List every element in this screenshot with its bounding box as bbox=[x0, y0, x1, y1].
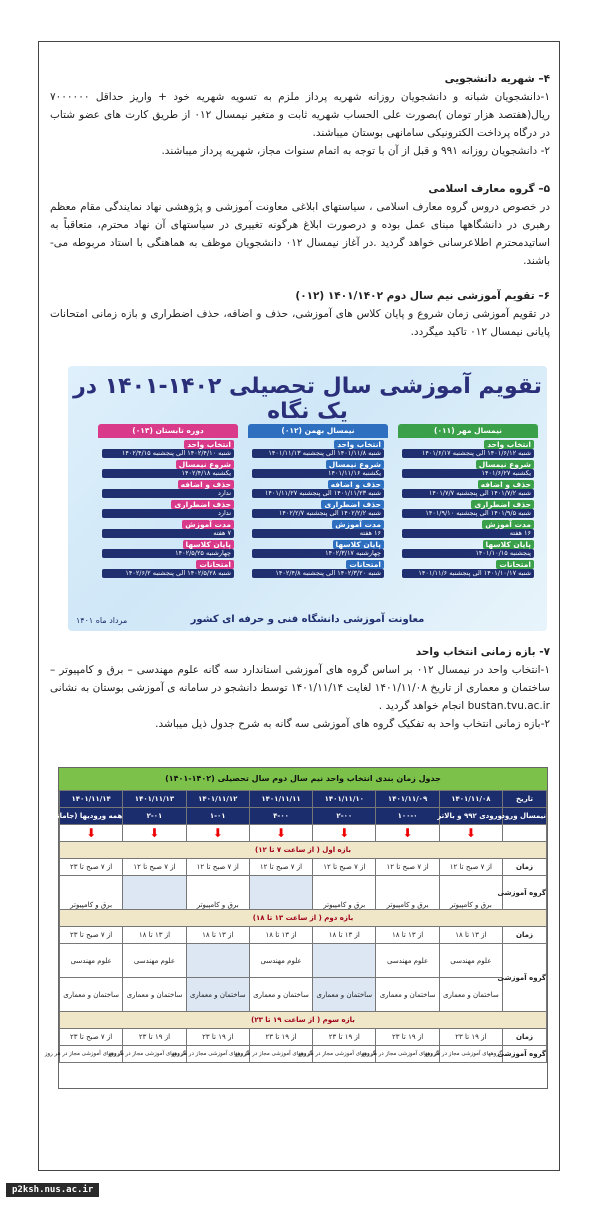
poster-item-value: ۱۶ هفته bbox=[252, 529, 384, 538]
poster-item-label: شروع نیمسال bbox=[476, 460, 534, 469]
poster-item-value: شنبه ۱۴۰۱/۱۱/۸ الی پنجشنبه ۱۴۰۱/۱۱/۱۳ bbox=[252, 449, 384, 458]
poster-item bbox=[252, 560, 384, 578]
entry-row bbox=[60, 808, 547, 825]
time-cell: از ۱۳ تا ۱۸ bbox=[376, 927, 439, 944]
group-cell: ساختمان و معماری bbox=[376, 978, 439, 1012]
poster-item-label: حذف و اضافه bbox=[178, 480, 234, 489]
time-cell: از ۱۹ تا ۲۳ bbox=[439, 1029, 502, 1046]
poster-item bbox=[402, 500, 534, 518]
down-arrow-icon: ⬇ bbox=[376, 825, 439, 842]
time-cell: از ۷ صبح تا ۱۲ bbox=[439, 859, 502, 876]
group-cell: علوم مهندسی bbox=[60, 944, 123, 978]
group-cell: علوم مهندسی bbox=[376, 944, 439, 978]
entry-cell: ۴-۰۰ bbox=[249, 808, 312, 825]
time-cell: از ۱۳ تا ۱۸ bbox=[313, 927, 376, 944]
poster-column bbox=[398, 424, 538, 604]
poster-item-value: ۷ هفته bbox=[102, 529, 234, 538]
poster-item-label: حذف و اضافه bbox=[328, 480, 384, 489]
time-cell: از ۱۳ تا ۱۸ bbox=[439, 927, 502, 944]
group-cell: برق و کامپیوتر bbox=[376, 876, 439, 910]
poster-item-label: پایان کلاسها bbox=[483, 540, 534, 549]
entry-cell: ۲-۰۰ bbox=[313, 808, 376, 825]
schedule-grid bbox=[44, 790, 547, 1063]
time-cell: از ۷ صبح تا ۲۳ bbox=[60, 927, 123, 944]
poster-item-label: امتحانات bbox=[196, 560, 234, 569]
group-cell: علوم مهندسی bbox=[439, 944, 502, 978]
group-cell: ساختمان و معماری bbox=[313, 978, 376, 1012]
section-7-para-1: ۱-انتخاب واحد در نیمسال ۰۱۲ بر اساس گروه های آموزشی استاندارد سه گانه علوم مهندسی – برق و کامپیوتر – ساختمان و معماری از تاریخ ۱۴۰۱/۱۱/۰۸ لغایت ۱۴۰۱/۱۱/۱۴ توسط دانشجو در سامانه ی آموزشی بوستان به نشانی bustan.tvu.ac.ir انجام خواهد گردید . bbox=[50, 664, 550, 712]
date-row bbox=[60, 791, 547, 808]
group-cell bbox=[123, 876, 186, 910]
poster-item bbox=[402, 440, 534, 458]
band-row bbox=[60, 1012, 547, 1029]
date-cell: ۱۴۰۱/۱۱/۱۱ bbox=[249, 791, 312, 808]
group-cell: علوم مهندسی bbox=[123, 944, 186, 978]
band-row bbox=[60, 910, 547, 927]
poster-item-value: چهارشنبه ۱۴۰۲/۳/۱۷ bbox=[252, 549, 384, 558]
poster-item-value: ۱۶ هفته bbox=[402, 529, 534, 538]
group-cell: گروههای آموزشی مجاز در هر روز bbox=[186, 1046, 249, 1063]
poster-item bbox=[252, 520, 384, 538]
time-cell: از ۱۹ تا ۲۳ bbox=[376, 1029, 439, 1046]
calendar-poster bbox=[68, 366, 547, 631]
group-label: گروه آموزشی bbox=[503, 876, 547, 910]
time-cell: از ۷ صبح تا ۱۲ bbox=[123, 859, 186, 876]
poster-item-label: شروع نیمسال bbox=[326, 460, 384, 469]
down-arrow-icon: ⬇ bbox=[123, 825, 186, 842]
poster-title: تقویم آموزشی سال تحصیلی ۱۴۰۲-۱۴۰۱ در یک نگاه bbox=[73, 374, 542, 424]
group-cell: برق و کامپیوتر bbox=[186, 876, 249, 910]
time-cell: از ۷ صبح تا ۲۳ bbox=[60, 1029, 123, 1046]
time-cell: از ۷ صبح تا ۲۳ bbox=[60, 859, 123, 876]
poster-item-label: مدت آموزش bbox=[332, 520, 384, 529]
poster-item-value: شنبه ۱۴۰۲/۲/۲ الی پنجشنبه ۱۴۰۲/۲/۷ bbox=[252, 509, 384, 518]
group-row bbox=[60, 944, 547, 978]
poster-item bbox=[252, 440, 384, 458]
time-cell: از ۱۹ تا ۲۳ bbox=[313, 1029, 376, 1046]
group-cell: برق و کامپیوتر bbox=[60, 876, 123, 910]
poster-item-value: شنبه ۱۴۰۲/۳/۲۰ الی پنجشنبه ۱۴۰۲/۴/۸ bbox=[252, 569, 384, 578]
date-label: تاریخ bbox=[503, 791, 547, 808]
time-cell: از ۱۹ تا ۲۳ bbox=[123, 1029, 186, 1046]
table-caption: جدول زمان بندی انتخاب واحد نیم سال دوم سال تحصیلی (۱۴۰۲-۱۴۰۱) bbox=[59, 768, 547, 790]
group-cell: ساختمان و معماری bbox=[186, 978, 249, 1012]
time-cell: از ۱۹ تا ۲۳ bbox=[186, 1029, 249, 1046]
poster-column-head: نیمسال مهر (۰۱۱) bbox=[398, 424, 538, 438]
time-label: زمان bbox=[503, 927, 547, 944]
group-row bbox=[60, 978, 547, 1012]
poster-item bbox=[102, 520, 234, 538]
arrow-spacer bbox=[503, 825, 547, 842]
poster-item-value: شنبه ۱۴۰۱/۷/۲ الی پنجشنبه ۱۴۰۱/۷/۷ bbox=[402, 489, 534, 498]
poster-item bbox=[102, 460, 234, 478]
poster-item-value: شنبه ۱۴۰۱/۶/۱۲ الی پنجشنبه ۱۴۰۱/۶/۱۷ bbox=[402, 449, 534, 458]
time-label: زمان bbox=[503, 859, 547, 876]
poster-item-value: شنبه ۱۴۰۱/۹/۵ الی پنجشنبه ۱۴۰۱/۹/۱۰ bbox=[402, 509, 534, 518]
time-cell: از ۱۳ تا ۱۸ bbox=[123, 927, 186, 944]
poster-item-value: پنجشنبه ۱۴۰۱/۱۰/۱۵ bbox=[402, 549, 534, 558]
arrow-row bbox=[60, 825, 547, 842]
poster-item-label: انتخاب واحد bbox=[334, 440, 384, 449]
poster-item bbox=[102, 560, 234, 578]
poster-item-value: شنبه ۱۴۰۱/۱۰/۱۷ الی پنجشنبه ۱۴۰۱/۱۱/۶ bbox=[402, 569, 534, 578]
group-cell: ساختمان و معماری bbox=[439, 978, 502, 1012]
group-cell: ساختمان و معماری bbox=[60, 978, 123, 1012]
poster-item-label: شروع نیمسال bbox=[176, 460, 234, 469]
date-cell: ۱۴۰۱/۱۱/۱۲ bbox=[186, 791, 249, 808]
poster-item bbox=[402, 460, 534, 478]
entry-cell: همه ورودیها (جامانده) bbox=[60, 808, 123, 825]
poster-column-head: نیمسال بهمن (۰۱۲) bbox=[248, 424, 388, 438]
poster-item bbox=[402, 480, 534, 498]
section-6-heading: ۶– تقویم آموزشی نیم سال دوم ۱۴۰۱/۱۴۰۲ (۰۱۲) bbox=[295, 290, 550, 302]
entry-label: نیمسال ورود bbox=[503, 808, 547, 825]
poster-item-label: انتخاب واحد bbox=[184, 440, 234, 449]
time-cell: از ۱۳ تا ۱۸ bbox=[186, 927, 249, 944]
group-cell: گروههای آموزشی مجاز در هر روز bbox=[313, 1046, 376, 1063]
section-5-para-1: در خصوص دروس گروه معارف اسلامی ، سیاستهای ابلاغی معاونت آموزشی و پژوهشی نهاد نمایندگی مقام معظم رهبری در دانشگاهها مبنای عمل بوده و درصورت ابلاغ هرگونه تغییری در سیاستهای آن نهاد محترم، متعاقباً به اساتیدمحترم اطلاعرسانی خواهد گردید .در آغاز نیمسال ۰۱۲ دانشجویان موظف به هماهنگی با استاد مربوطه می- باشند. bbox=[50, 201, 550, 267]
poster-item-value: یکشنبه ۱۴۰۱/۱۱/۱۶ bbox=[252, 469, 384, 478]
group-cell bbox=[249, 876, 312, 910]
poster-item bbox=[102, 480, 234, 498]
down-arrow-icon: ⬇ bbox=[249, 825, 312, 842]
section-7-heading: ۷- بازه زمانی انتخاب واحد bbox=[415, 646, 550, 658]
poster-item bbox=[402, 540, 534, 558]
group-cell: ساختمان و معماری bbox=[249, 978, 312, 1012]
time-cell: از ۱۳ تا ۱۸ bbox=[249, 927, 312, 944]
date-cell: ۱۴۰۱/۱۱/۱۰ bbox=[313, 791, 376, 808]
section-4-heading: ۴– شهریه دانشجویی bbox=[444, 73, 550, 85]
group-label: گروه آموزشی bbox=[503, 1046, 547, 1063]
poster-item bbox=[102, 540, 234, 558]
poster-column bbox=[248, 424, 388, 604]
time-cell: از ۷ صبح تا ۱۲ bbox=[249, 859, 312, 876]
group-cell bbox=[186, 944, 249, 978]
group-cell: ساختمان و معماری bbox=[123, 978, 186, 1012]
time-cell: از ۷ صبح تا ۱۲ bbox=[186, 859, 249, 876]
poster-item-label: امتحانات bbox=[346, 560, 384, 569]
group-cell: گروههای آموزشی مجاز در هر روز bbox=[123, 1046, 186, 1063]
poster-item bbox=[252, 500, 384, 518]
poster-item bbox=[102, 440, 234, 458]
section-5-heading: ۵– گروه معارف اسلامی bbox=[428, 183, 550, 195]
poster-footer: معاونت آموزشی دانشگاه فنی و حرفه ای کشور bbox=[190, 614, 425, 625]
section-unit-selection bbox=[50, 643, 550, 733]
group-cell: گروههای آموزشی مجاز در هر روز bbox=[376, 1046, 439, 1063]
date-cell: ۱۴۰۱/۱۱/۱۳ bbox=[123, 791, 186, 808]
group-cell: برق و کامپیوتر bbox=[439, 876, 502, 910]
poster-item bbox=[402, 560, 534, 578]
poster-item-label: حذف اضطراری bbox=[171, 500, 234, 509]
poster-item bbox=[252, 480, 384, 498]
poster-item bbox=[252, 460, 384, 478]
band-row bbox=[60, 842, 547, 859]
poster-item-label: مدت آموزش bbox=[182, 520, 234, 529]
poster-column-head: دوره تابستان (۰۱۳) bbox=[98, 424, 238, 438]
site-url-badge: p2ksh.nus.ac.ir bbox=[6, 1183, 99, 1197]
down-arrow-icon: ⬇ bbox=[186, 825, 249, 842]
section-calendar bbox=[50, 287, 550, 341]
poster-column bbox=[98, 424, 238, 604]
poster-item-label: پایان کلاسها bbox=[183, 540, 234, 549]
section-islamic bbox=[50, 180, 550, 270]
section-tuition bbox=[50, 70, 550, 160]
poster-item-label: حذف اضطراری bbox=[471, 500, 534, 509]
time-label: زمان bbox=[503, 1029, 547, 1046]
poster-item bbox=[402, 520, 534, 538]
group-label: گروه آموزشی bbox=[503, 944, 547, 1012]
group-cell bbox=[313, 944, 376, 978]
entry-cell: ورودی ۹۹۲ و بالاتر bbox=[439, 808, 502, 825]
section-4-para-1: ۱-دانشجویان شبانه و دانشجویان روزانه شهریه پرداز ملزم به تسویه شهریه خود + واریز حداقل ۷۰۰۰۰۰۰ ریال(هفتصد هزار تومان )بصورت علی الحساب شهریه ثابت و متغیر نیمسال ۰۱۲ از طریق کارت های عضو شتاب در درگاه پرداخت الکترونیکی سامانهی بوستان میباشند. bbox=[50, 91, 550, 139]
poster-item-value: ندارد bbox=[102, 509, 234, 518]
poster-date: مرداد ماه ۱۴۰۱ bbox=[76, 616, 128, 625]
poster-item-label: پایان کلاسها bbox=[333, 540, 384, 549]
entry-cell: ۱-۰۱ bbox=[186, 808, 249, 825]
down-arrow-icon: ⬇ bbox=[439, 825, 502, 842]
band-3-label: بازه سوم ( از ساعت ۱۹ تا ۲۳) bbox=[60, 1012, 547, 1029]
poster-item-value: شنبه ۱۴۰۱/۱۱/۲۳ الی پنجشنبه ۱۴۰۱/۱۱/۲۷ bbox=[252, 489, 384, 498]
time-cell: از ۱۹ تا ۲۳ bbox=[249, 1029, 312, 1046]
down-arrow-icon: ⬇ bbox=[313, 825, 376, 842]
time-row bbox=[60, 1029, 547, 1046]
schedule-table bbox=[44, 767, 548, 1089]
group-cell: گروههای آموزشی مجاز در هر روز bbox=[439, 1046, 502, 1063]
group-cell: علوم مهندسی bbox=[249, 944, 312, 978]
group-cell: گروههای آموزشی مجاز در هر روز bbox=[249, 1046, 312, 1063]
date-cell: ۱۴۰۱/۱۱/۰۹ bbox=[376, 791, 439, 808]
entry-cell: ۱۰۰-۰ bbox=[376, 808, 439, 825]
poster-item-label: حذف اضطراری bbox=[321, 500, 384, 509]
band-2-label: بازه دوم ( از ساعت ۱۳ تا ۱۸) bbox=[60, 910, 547, 927]
group-cell: گروههای آموزشی مجاز در هر روز bbox=[60, 1046, 123, 1063]
down-arrow-icon: ⬇ bbox=[60, 825, 123, 842]
poster-item-label: امتحانات bbox=[496, 560, 534, 569]
poster-item-label: مدت آموزش bbox=[482, 520, 534, 529]
section-6-para-1: در تقویم آموزشی زمان شروع و پایان کلاس های آموزشی، حذف و اضافه، حذف اضطراری و بازه زمانی امتحانات پایانی نیمسال ۰۱۲ تاکید میگردد. bbox=[50, 308, 550, 338]
group-row bbox=[60, 1046, 547, 1063]
entry-cell: ۲-۰۱ bbox=[123, 808, 186, 825]
time-cell: از ۷ صبح تا ۱۲ bbox=[313, 859, 376, 876]
poster-item-value: یکشنبه ۱۴۰۲/۴/۱۸ bbox=[102, 469, 234, 478]
poster-item-value: شنبه ۱۴۰۲/۵/۲۸ الی پنجشنبه ۱۴۰۲/۶/۲ bbox=[102, 569, 234, 578]
group-row bbox=[60, 876, 547, 910]
section-7-para-2: ۲-بازه زمانی انتخاب واحد به تفکیک گروه های آموزشی سه گانه به شرح جدول ذیل میباشد. bbox=[155, 718, 550, 730]
poster-item bbox=[252, 540, 384, 558]
date-cell: ۱۴۰۱/۱۱/۱۴ bbox=[60, 791, 123, 808]
poster-item-value: شنبه ۱۴۰۲/۴/۱۰ الی پنجشنبه ۱۴۰۲/۴/۱۵ bbox=[102, 449, 234, 458]
section-4-para-2: ۲- دانشجویان روزانه ۹۹۱ و قبل از آن با توجه به اتمام سنوات مجاز، شهریه پرداز میباشند. bbox=[161, 145, 550, 157]
time-row bbox=[60, 927, 547, 944]
poster-item-value: یکشنبه ۱۴۰۱/۶/۲۷ bbox=[402, 469, 534, 478]
poster-item-label: انتخاب واحد bbox=[484, 440, 534, 449]
poster-item-value: چهارشنبه ۱۴۰۲/۵/۲۵ bbox=[102, 549, 234, 558]
date-cell: ۱۴۰۱/۱۱/۰۸ bbox=[439, 791, 502, 808]
time-cell: از ۷ صبح تا ۱۲ bbox=[376, 859, 439, 876]
poster-item-label: حذف و اضافه bbox=[478, 480, 534, 489]
poster-item-value: ندارد bbox=[102, 489, 234, 498]
band-1-label: بازه اول ( از ساعت ۷ تا ۱۲) bbox=[60, 842, 547, 859]
time-row bbox=[60, 859, 547, 876]
poster-item bbox=[102, 500, 234, 518]
group-cell: برق و کامپیوتر bbox=[313, 876, 376, 910]
